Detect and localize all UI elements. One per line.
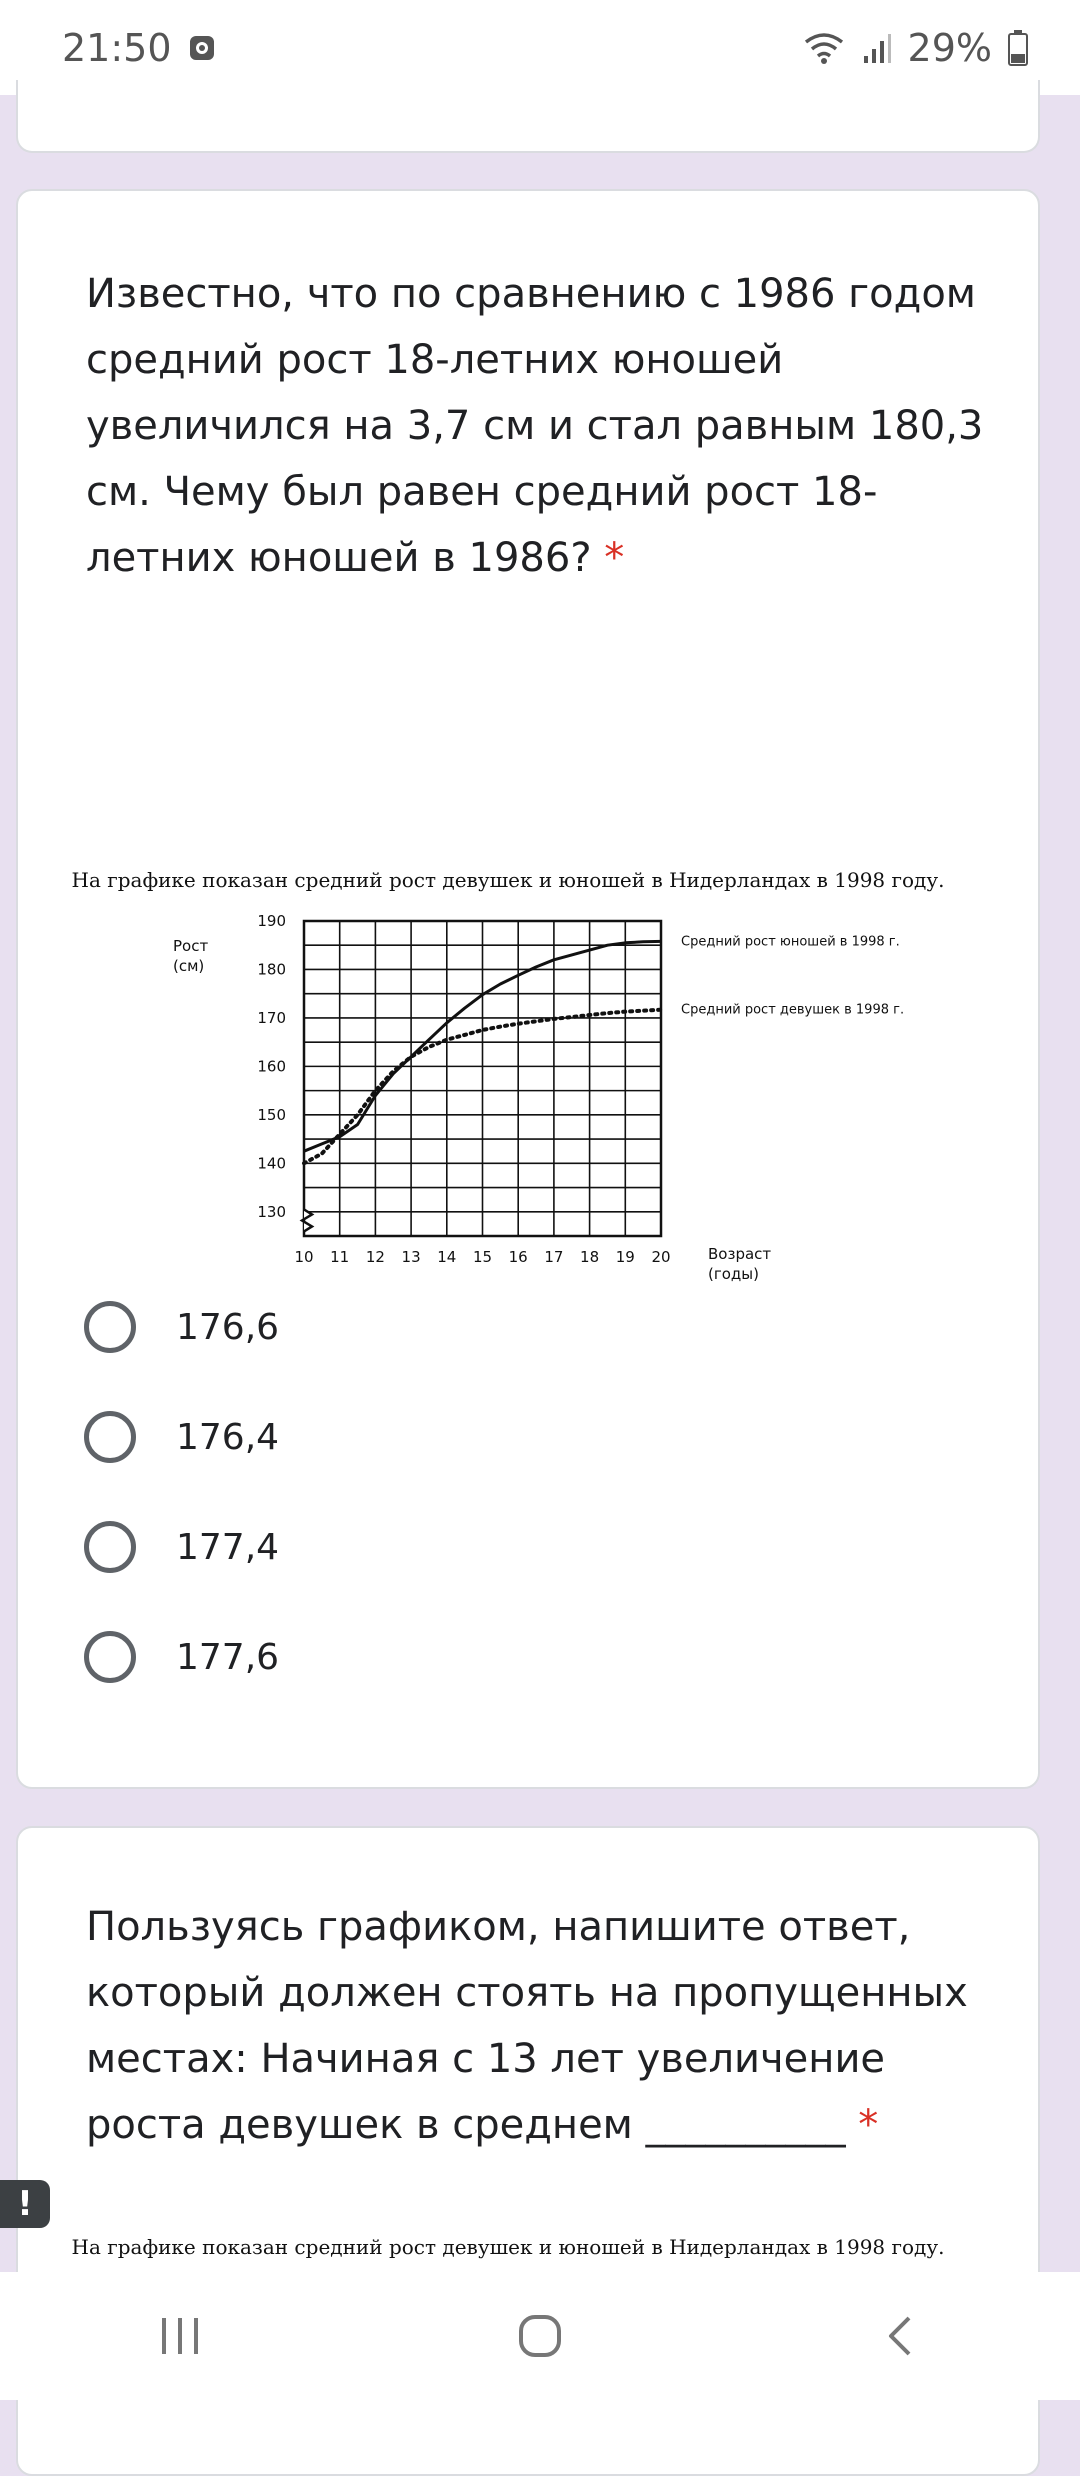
legend-boys: Средний рост юношей в 1998 г. — [681, 934, 900, 950]
status-time: 21:50 — [62, 25, 172, 70]
notification-icon — [188, 34, 216, 62]
back-button[interactable] — [840, 2286, 960, 2386]
x-tick-label: 20 — [651, 1248, 671, 1266]
option-label: 176,4 — [176, 1416, 280, 1458]
plot-area — [257, 912, 904, 1266]
option-1[interactable] — [84, 1301, 279, 1353]
y-tick-label: 170 — [257, 1008, 286, 1027]
battery-percentage: 29% — [907, 25, 992, 70]
status-right — [802, 26, 1028, 70]
home-button[interactable] — [480, 2286, 600, 2386]
height-chart-1 — [18, 661, 1042, 1481]
x-tick-label: 18 — [580, 1248, 600, 1266]
navigation-bar — [0, 2272, 1080, 2400]
wifi-icon — [802, 30, 846, 66]
x-axis-label-line2: (годы) — [708, 1265, 759, 1283]
previous-question-card — [16, 80, 1040, 153]
radio-button-icon[interactable] — [84, 1521, 136, 1573]
chart-title: На графике показан средний рост девушек и юношей в Нидерландах в 1998 году. — [71, 2235, 945, 2259]
x-tick-label: 11 — [330, 1248, 350, 1266]
x-tick-label: 10 — [294, 1248, 314, 1266]
question-card-1 — [16, 189, 1040, 1789]
battery-icon — [1008, 30, 1028, 66]
y-tick-label: 160 — [257, 1057, 286, 1076]
home-icon — [518, 2314, 562, 2358]
required-asterisk: * — [604, 535, 625, 581]
radio-button-icon[interactable] — [84, 1631, 136, 1683]
feedback-label: ! — [17, 2184, 33, 2224]
recent-apps-icon — [158, 2316, 202, 2356]
question-1-text — [86, 261, 996, 591]
back-icon — [885, 2314, 915, 2358]
y-axis-label-line1: Рост — [173, 937, 209, 955]
y-tick-label: 180 — [257, 960, 286, 979]
x-tick-label: 19 — [615, 1248, 635, 1266]
x-axis-label-line1: Возраст — [708, 1245, 772, 1263]
y-tick-label: 140 — [257, 1154, 286, 1173]
option-label: 177,6 — [176, 1636, 280, 1678]
option-4[interactable] — [84, 1631, 279, 1683]
recent-apps-button[interactable] — [120, 2286, 240, 2386]
status-left — [62, 26, 216, 70]
question-1-title: Известно, что по сравнению с 1986 годом средний рост 18-летних юношей увеличился на 3,7 см и стал равным 180,3 см. Чему был равен средний рост 18-летних юношей в 1986? — [86, 271, 984, 581]
y-tick-label: 130 — [257, 1202, 286, 1221]
signal-icon — [862, 32, 892, 64]
option-3[interactable] — [84, 1521, 279, 1573]
option-label: 177,4 — [176, 1526, 280, 1568]
legend-girls: Средний рост девушек в 1998 г. — [681, 1002, 905, 1018]
x-tick-label: 16 — [508, 1248, 528, 1266]
question-2-title: Пользуясь графиком, напишите ответ, который должен стоять на пропущенных местах: Начиная с 13 лет увеличение роста девушек в среднем __________ — [86, 1904, 968, 2148]
feedback-button[interactable] — [0, 2180, 50, 2228]
radio-button-icon[interactable] — [84, 1411, 136, 1463]
radio-button-icon[interactable] — [84, 1301, 136, 1353]
option-2[interactable] — [84, 1411, 279, 1463]
x-tick-label: 13 — [401, 1248, 421, 1266]
x-tick-label: 17 — [544, 1248, 564, 1266]
x-tick-label: 12 — [365, 1248, 385, 1266]
y-tick-label: 150 — [257, 1105, 286, 1124]
x-tick-label: 14 — [437, 1248, 457, 1266]
option-label: 176,6 — [176, 1306, 280, 1348]
x-tick-label: 15 — [472, 1248, 493, 1266]
question-2-text — [86, 1894, 996, 2158]
required-asterisk: * — [858, 2102, 879, 2148]
y-tick-label: 190 — [257, 912, 286, 930]
y-axis-label-line2: (см) — [173, 957, 205, 975]
chart-title: На графике показан средний рост девушек и юношей в Нидерландах в 1998 году. — [71, 868, 945, 892]
